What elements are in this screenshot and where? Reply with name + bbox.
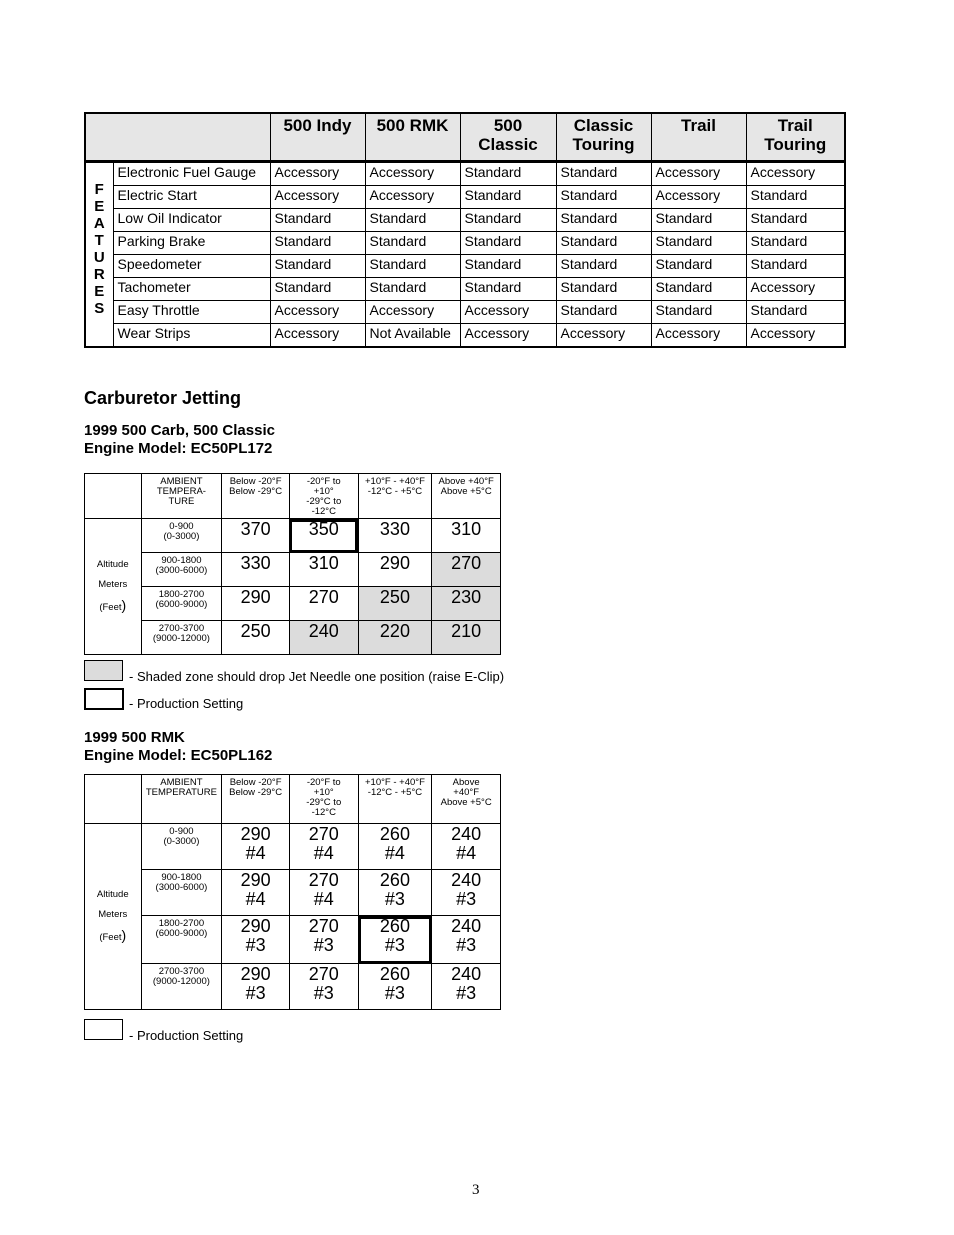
jet1-corner-cell (85, 474, 142, 519)
vertical-letter: S (94, 300, 105, 317)
text-line: TEMPERA- (156, 486, 206, 497)
text-line: #3 (245, 935, 266, 955)
feature-name: Tachometer (113, 278, 270, 301)
vertical-letter: U (93, 249, 105, 266)
feature-value: Accessory (270, 301, 365, 324)
text-line: +10°F - +40°F (365, 476, 425, 487)
header-col: Trail Touring (746, 113, 845, 162)
feature-name: Electric Start (113, 186, 270, 209)
jet2-subtitle (84, 729, 272, 765)
text-line: 240 (451, 964, 482, 984)
legend-production-text: - Production Setting (129, 696, 244, 711)
text-line: (9000-12000) (152, 633, 210, 644)
jet2-altitude-row (85, 916, 501, 964)
jet1-temp-header (222, 474, 290, 519)
feature-value: Standard (365, 209, 460, 232)
legend-shaded-swatch (84, 660, 123, 681)
jet2-jet-value (222, 824, 290, 870)
jet2-jet-value (222, 916, 290, 964)
jet1-altitude-row (85, 519, 501, 553)
header-col: 500 Indy (270, 113, 365, 162)
text-line: Below -29°C (229, 486, 283, 497)
text-line: Above (452, 777, 480, 788)
feature-value: Accessory (651, 324, 746, 348)
feature-value: Standard (270, 255, 365, 278)
vertical-letter: F (94, 181, 104, 198)
text-line: AMBIENT (160, 476, 203, 487)
jet2-jet-value (358, 870, 432, 916)
text-line: -29°C to (306, 496, 342, 507)
text-line: #3 (313, 935, 334, 955)
jet2-table (84, 774, 501, 1010)
header-col: Classic Touring (556, 113, 651, 162)
text-line: 900-1800 (161, 555, 202, 566)
jet2-jet-value (432, 870, 501, 916)
feature-value: Standard (746, 232, 845, 255)
feature-value: Accessory (651, 162, 746, 186)
text-line: (6000-9000) (155, 599, 208, 610)
jet2-temp-header (432, 775, 501, 824)
feature-row (85, 324, 845, 348)
meters-word: Meters (98, 579, 128, 590)
jet2-jet-value (289, 870, 358, 916)
text-line: 270 (308, 964, 339, 984)
page-number: 3 (472, 1182, 480, 1198)
jet2-altitude-range (141, 870, 222, 916)
jet2-temp-header (358, 775, 432, 824)
feature-value: Accessory (365, 301, 460, 324)
feature-value: Standard (746, 186, 845, 209)
jet1-jet-value: 220 (358, 621, 432, 655)
text-line: +40°F (453, 787, 479, 798)
jet1-jet-value: 330 (222, 553, 290, 587)
feature-value: Standard (270, 278, 365, 301)
feature-value: Standard (460, 186, 556, 209)
text-line: 0-900 (169, 521, 194, 532)
text-line: -20°F to (306, 777, 341, 788)
jet2-altitude-range (141, 824, 222, 870)
features-vertical-label (85, 162, 113, 348)
text-line: 270 (308, 824, 339, 844)
text-line: (0-3000) (163, 531, 200, 542)
text-line: 290 (240, 916, 271, 936)
feature-row (85, 162, 845, 186)
jet1-jet-value: 250 (358, 587, 432, 621)
feature-value: Standard (270, 232, 365, 255)
jet1-altitude-range (141, 553, 222, 587)
text-line: 240 (451, 870, 482, 890)
text-line: #4 (384, 843, 405, 863)
feature-value: Accessory (746, 162, 845, 186)
vertical-letter: R (93, 266, 105, 283)
feature-name: Wear Strips (113, 324, 270, 348)
feet-word (85, 925, 141, 948)
feature-row (85, 301, 845, 324)
feature-value: Accessory (270, 324, 365, 348)
text-line: Below -20°F (229, 777, 282, 788)
jet1-jet-value: 310 (432, 519, 501, 553)
jet1-jet-value: 230 (432, 587, 501, 621)
jet2-jet-value (289, 916, 358, 964)
feature-value: Standard (365, 232, 460, 255)
jet1-jet-value: 330 (358, 519, 432, 553)
text-line: #3 (245, 983, 266, 1003)
jet1-jet-value: 370 (222, 519, 290, 553)
legend-production-swatch (84, 688, 124, 710)
text-line: 260 (379, 824, 410, 844)
feature-value: Accessory (556, 324, 651, 348)
feature-value: Standard (365, 255, 460, 278)
text-line: 240 (451, 824, 482, 844)
text-line: Below -29°C (229, 787, 283, 798)
feature-name: Easy Throttle (113, 301, 270, 324)
jet1-altitude-row (85, 621, 501, 655)
section-title: Carburetor Jetting (84, 388, 242, 408)
text-line: 260 (379, 916, 410, 936)
text-line: #3 (384, 935, 405, 955)
legend2-production-text: - Production Setting (129, 1028, 244, 1043)
jet1-temp-header (289, 474, 358, 519)
feature-value: Accessory (746, 324, 845, 348)
feature-name: Speedometer (113, 255, 270, 278)
altitude-word: Altitude (96, 889, 129, 900)
jet1-altitude-row (85, 587, 501, 621)
jet1-header-row (85, 474, 501, 519)
text-line: (9000-12000) (152, 976, 210, 987)
jet1-jet-value: 250 (222, 621, 290, 655)
feature-value: Standard (651, 209, 746, 232)
jet2-altitude-label (85, 824, 142, 1010)
jet1-subtitle-line2: Engine Model: EC50PL172 (84, 440, 273, 457)
jet1-jet-value: 270 (432, 553, 501, 587)
text-line: #3 (384, 983, 405, 1003)
feature-value: Standard (651, 255, 746, 278)
feature-row (85, 209, 845, 232)
jet1-table (84, 473, 501, 655)
jet1-altitude-range (141, 587, 222, 621)
jet2-jet-value (358, 916, 432, 964)
feature-value: Standard (651, 301, 746, 324)
text-line: Above +40°F (438, 476, 494, 487)
jet2-jet-value (289, 824, 358, 870)
text-line: -12°C (311, 807, 336, 818)
feet-paren: ) (121, 927, 127, 943)
jet1-jet-value: 240 (289, 621, 358, 655)
text-line: 1800-2700 (158, 589, 205, 600)
feature-name: Low Oil Indicator (113, 209, 270, 232)
feet-text: (Feet (99, 932, 122, 943)
header-col: 500 RMK (365, 113, 460, 162)
feature-value: Accessory (651, 186, 746, 209)
jet2-altitude-row (85, 824, 501, 870)
jet1-altitude-label (85, 519, 142, 655)
text-line: 290 (240, 964, 271, 984)
vertical-letters (86, 163, 113, 317)
vertical-letter: E (94, 198, 105, 215)
text-line: TURE (168, 496, 195, 507)
text-line: TEMPERATURE (145, 787, 217, 798)
jet1-jet-value: 210 (432, 621, 501, 655)
feature-value: Standard (651, 232, 746, 255)
features-table (84, 112, 846, 348)
jet2-temp-header (289, 775, 358, 824)
text-line: (3000-6000) (155, 565, 208, 576)
feature-value: Accessory (746, 278, 845, 301)
jet1-jet-value: 310 (289, 553, 358, 587)
text-line: #4 (456, 843, 477, 863)
feature-value: Standard (460, 209, 556, 232)
jet2-altitude-range (141, 916, 222, 964)
jet2-ambient-label (141, 775, 222, 824)
jet2-jet-value (222, 870, 290, 916)
jet1-jet-value: 290 (222, 587, 290, 621)
jet1-temp-header (432, 474, 501, 519)
jet2-jet-value (432, 916, 501, 964)
feature-name: Parking Brake (113, 232, 270, 255)
jet2-header-row (85, 775, 501, 824)
feature-value: Standard (365, 278, 460, 301)
feet-paren: ) (121, 597, 127, 613)
feet-word (85, 595, 141, 618)
text-line: 2700-3700 (158, 966, 205, 977)
legend2-production-swatch (84, 1019, 123, 1040)
feature-value: Standard (651, 278, 746, 301)
text-line: (3000-6000) (155, 882, 208, 893)
feature-value: Standard (746, 255, 845, 278)
vertical-letter: T (94, 232, 104, 249)
feature-value: Standard (556, 301, 651, 324)
vertical-letter: E (94, 283, 105, 300)
feet-text: (Feet (99, 602, 122, 613)
feature-value: Accessory (460, 301, 556, 324)
text-line: -12°C (311, 506, 336, 517)
text-line: +10° (313, 486, 334, 497)
jet2-jet-value (432, 964, 501, 1010)
jet2-jet-value (432, 824, 501, 870)
feature-value: Accessory (460, 324, 556, 348)
meters-word: Meters (98, 909, 128, 920)
text-line: #4 (313, 889, 334, 909)
feature-value: Accessory (365, 162, 460, 186)
feature-value: Standard (556, 209, 651, 232)
jet1-subtitle (84, 422, 275, 458)
feature-value: Standard (556, 278, 651, 301)
header-col: 500 Classic (460, 113, 556, 162)
jet1-temp-header (358, 474, 432, 519)
feature-value: Accessory (270, 162, 365, 186)
jet2-subtitle-line2: Engine Model: EC50PL162 (84, 747, 273, 764)
feature-value: Not Available (365, 324, 460, 348)
jet1-altitude-range (141, 621, 222, 655)
text-line: #4 (245, 889, 266, 909)
text-line: 270 (308, 870, 339, 890)
feature-row (85, 186, 845, 209)
jet1-altitude-range (141, 519, 222, 553)
feature-value: Standard (460, 232, 556, 255)
feature-row (85, 278, 845, 301)
legend-shaded-text: - Shaded zone should drop Jet Needle one position (raise E-Clip) (129, 669, 505, 684)
text-line: 290 (240, 870, 271, 890)
jet2-altitude-range (141, 964, 222, 1010)
jet2-temp-header (222, 775, 290, 824)
feature-value: Standard (460, 255, 556, 278)
feature-name: Electronic Fuel Gauge (113, 162, 270, 186)
feature-value: Standard (556, 162, 651, 186)
jet1-jet-value: 290 (358, 553, 432, 587)
text-line: 2700-3700 (158, 623, 205, 634)
feature-value: Accessory (270, 186, 365, 209)
text-line: #3 (456, 983, 477, 1003)
vertical-letter: A (93, 215, 105, 232)
feature-value: Standard (460, 278, 556, 301)
text-line: -12°C - +5°C (367, 486, 423, 497)
header-blank (85, 113, 270, 162)
jet2-corner-cell (85, 775, 142, 824)
jet1-jet-value: 270 (289, 587, 358, 621)
jet2-altitude-row (85, 870, 501, 916)
text-line: 900-1800 (161, 872, 202, 883)
feature-value: Standard (556, 255, 651, 278)
text-line: 270 (308, 916, 339, 936)
text-line: #4 (245, 843, 266, 863)
text-line: (0-3000) (163, 836, 200, 847)
text-line: (6000-9000) (155, 928, 208, 939)
text-line: #3 (456, 935, 477, 955)
feature-row (85, 232, 845, 255)
jet1-subtitle-line1: 1999 500 Carb, 500 Classic (84, 422, 275, 439)
text-line: 1800-2700 (158, 918, 205, 929)
feature-value: Accessory (365, 186, 460, 209)
feature-value: Standard (746, 209, 845, 232)
jet1-ambient-label (141, 474, 222, 519)
feature-row (85, 255, 845, 278)
text-line: #4 (313, 843, 334, 863)
text-line: 290 (240, 824, 271, 844)
jet2-subtitle-line1: 1999 500 RMK (84, 729, 185, 746)
text-line: Above +5°C (440, 797, 492, 808)
text-line: #3 (456, 889, 477, 909)
text-line: -20°F to (306, 476, 341, 487)
text-line: #3 (384, 889, 405, 909)
jet2-jet-value (358, 824, 432, 870)
jet1-altitude-row (85, 553, 501, 587)
jet2-jet-value (358, 964, 432, 1010)
altitude-word: Altitude (96, 559, 129, 570)
feature-value: Standard (460, 162, 556, 186)
jet1-jet-value: 350 (289, 519, 358, 553)
feature-value: Standard (556, 232, 651, 255)
text-line: #3 (313, 983, 334, 1003)
jet2-jet-value (289, 964, 358, 1010)
text-line: 240 (451, 916, 482, 936)
text-line: 260 (379, 870, 410, 890)
text-line: Below -20°F (229, 476, 282, 487)
text-line: AMBIENT (160, 777, 203, 788)
header-col: Trail (651, 113, 746, 162)
feature-value: Standard (270, 209, 365, 232)
text-line: -12°C - +5°C (367, 787, 423, 798)
features-header-row (85, 113, 845, 162)
jet2-jet-value (222, 964, 290, 1010)
text-line: -29°C to (306, 797, 342, 808)
text-line: +10°F - +40°F (365, 777, 425, 788)
text-line: +10° (313, 787, 334, 798)
text-line: Above +5°C (440, 486, 492, 497)
jet2-altitude-row (85, 964, 501, 1010)
text-line: 260 (379, 964, 410, 984)
feature-value: Standard (556, 186, 651, 209)
text-line: 0-900 (169, 826, 194, 837)
feature-value: Standard (746, 301, 845, 324)
